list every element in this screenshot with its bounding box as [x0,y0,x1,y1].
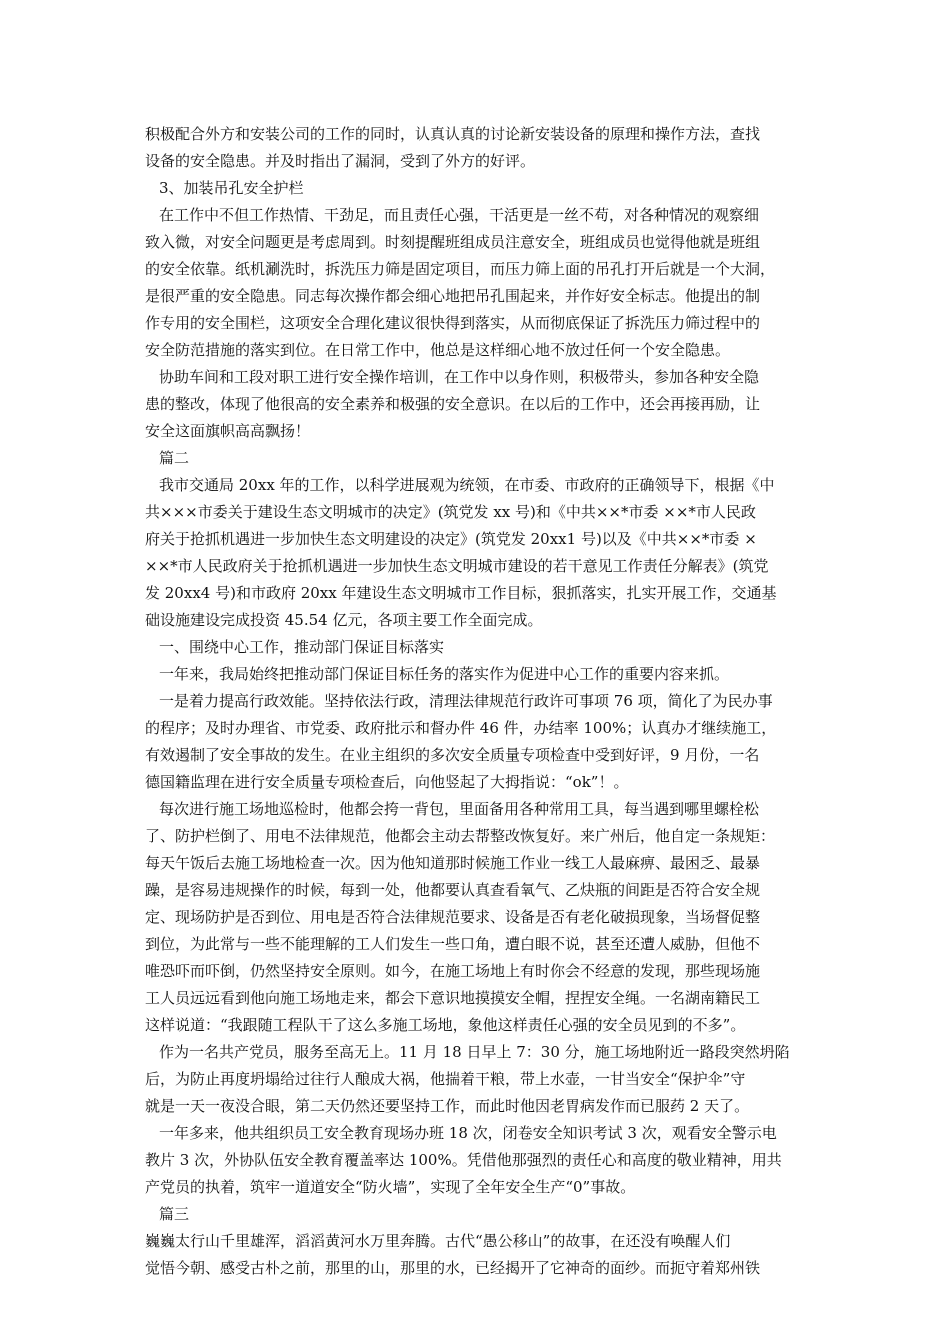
text-line: 这样说道：“我跟随工程队干了这么多施工场地，象他这样责任心强的安全员见到的不多”。 [145,1016,746,1034]
text-line: 有效遏制了安全事故的发生。在业主组织的多次安全质量专项检查中受到好评，9 月份，一名 [145,746,760,764]
text-line: ××*市人民政府关于抢抓机遇进一步加快生态文明城市建设的若干意见工作责任分解表》(筑党 [145,557,769,575]
text-line: 德国籍监理在进行安全质量专项检查后，向他竖起了大拇指说：“ok”！。 [145,773,629,791]
text-line: 作专用的安全围栏，这项安全合理化建议很快得到落实，从而彻底保证了拆洗压力筛过程中的 [145,314,761,332]
text-line: 府关于抢抓机遇进一步加快生态文明建设的决定》(筑党发 20xx1 号)以及《中共××*市委 × [145,530,757,548]
text-line: 教片 3 次，外协队伍安全教育覆盖率达 100%。凭借他那强烈的责任心和高度的敬业精神，用共 [145,1151,782,1169]
text-line: 每次进行施工场地巡检时，他都会挎一背包，里面备用各种常用工具，每当遇到哪里螺栓松 [159,800,760,818]
text-line: 我市交通局 20xx 年的工作，以科学进展观为统领，在市委、市政府的正确领导下，根据《中 [159,476,775,494]
text-line: 积极配合外方和安装公司的工作的同时，认真认真的讨论新安装设备的原理和操作方法，查找 [145,125,761,143]
text-line: 的程序；及时办理省、市党委、政府批示和督办件 46 件，办结率 100%；认真办才继续施工， [145,719,777,737]
text-line: 篇三 [159,1205,190,1223]
text-line: 巍巍太行山千里雄浑，滔滔黄河水万里奔腾。古代“愚公移山”的故事，在还没有唤醒人们 [145,1232,731,1250]
text-line: 安全这面旗帜高高飘扬！ [145,422,311,440]
text-line: 定、现场防护是否到位、用电是否符合法律规范要求、设备是否有老化破损现象，当场督促整 [145,908,761,926]
text-line: 一年来，我局始终把推动部门保证目标任务的落实作为促进中心工作的重要内容来抓。 [159,665,730,683]
text-line: 在工作中不但工作热情、干劲足，而且责任心强，干活更是一丝不苟，对各种情况的观察细 [159,206,760,224]
text-line: 就是一天一夜没合眼，第二天仍然还要坚持工作，而此时他因老胃病发作而已服药 2 天了。 [145,1097,750,1115]
text-line: 致入微，对安全问题更是考虑周到。时刻提醒班组成员注意安全，班组成员也觉得他就是班组 [145,233,761,251]
text-line: 础设施建设完成投资 45.54 亿元，各项主要工作全面完成。 [145,611,543,629]
text-line: 了、防护栏倒了、用电不法律规范，他都会主动去帮整改恢复好。来广州后，他自定一条规矩： [145,827,776,845]
text-line: 觉悟今朝、感受古朴之前，那里的山，那里的水，已经揭开了它神奇的面纱。而扼守着郑州铁 [145,1259,761,1277]
text-line: 篇二 [159,449,190,467]
text-line: 3、加装吊孔安全护栏 [159,179,304,197]
text-line: 后，为防止再度坍塌给过往行人酿成大祸，他揣着干粮，带上水壶，一甘当安全“保护伞”守 [145,1070,746,1088]
text-line: 发 20xx4 号)和市政府 20xx 年建设生态文明城市工作目标，狠抓落实，扎实开展工作，交通基 [145,584,777,602]
text-line: 设备的安全隐患。并及时指出了漏洞，受到了外方的好评。 [145,152,536,170]
text-line: 每天午饭后去施工场地检查一次。因为他知道那时候施工作业一线工人最麻痹、最困乏、最暴 [145,854,761,872]
document-body [145,121,805,1282]
text-line: 一、围绕中心工作，推动部门保证目标落实 [159,638,445,656]
text-line: 患的整改，体现了他很高的安全素养和极强的安全意识。在以后的工作中，还会再接再励，让 [145,395,761,413]
text-line: 工人员远远看到他向施工场地走来，都会下意识地摸摸安全帽，捏捏安全绳。一名湖南籍民工 [145,989,761,1007]
text-line: 协助车间和工段对职工进行安全操作培训，在工作中以身作则，积极带头，参加各种安全隐 [159,368,760,386]
text-line: 共×××市委关于建设生态文明城市的决定》(筑党发 xx 号)和《中共××*市委 ××*市人民政 [145,503,756,521]
text-line: 安全防范措施的落实到位。在日常工作中，他总是这样细心地不放过任何一个安全隐患。 [145,341,731,359]
text-line: 唯恐吓而吓倒，仍然坚持安全原则。如今，在施工场地上有时你会不经意的发现，那些现场施 [145,962,761,980]
text-line: 的安全依靠。纸机涮洗时，拆洗压力筛是固定项目，而压力筛上面的吊孔打开后就是一个大洞， [145,260,776,278]
text-line: 一是着力提高行政效能。坚持依法行政，清理法律规范行政许可事项 76 项，简化了为民办事 [159,692,773,710]
text-line: 一年多来，他共组织员工安全教育现场办班 18 次，闭卷安全知识考试 3 次，观看安全警示电 [159,1124,777,1142]
text-line: 作为一名共产党员，服务至高无上。11 月 18 日早上 7：30 分，施工场地附近一路段突然坍陷 [159,1043,790,1061]
text-line: 躁，是容易违规操作的时候，每到一处，他都要认真查看氧气、乙炔瓶的间距是否符合安全规 [145,881,761,899]
text-line: 是很严重的安全隐患。同志每次操作都会细心地把吊孔围起来，并作好安全标志。他提出的制 [145,287,761,305]
text-line: 产党员的执着，筑牢一道道安全“防火墙”，实现了全年安全生产“0”事故。 [145,1178,636,1196]
text-line: 到位，为此常与一些不能理解的工人们发生一些口角，遭白眼不说，甚至还遭人威胁，但他不 [145,935,761,953]
